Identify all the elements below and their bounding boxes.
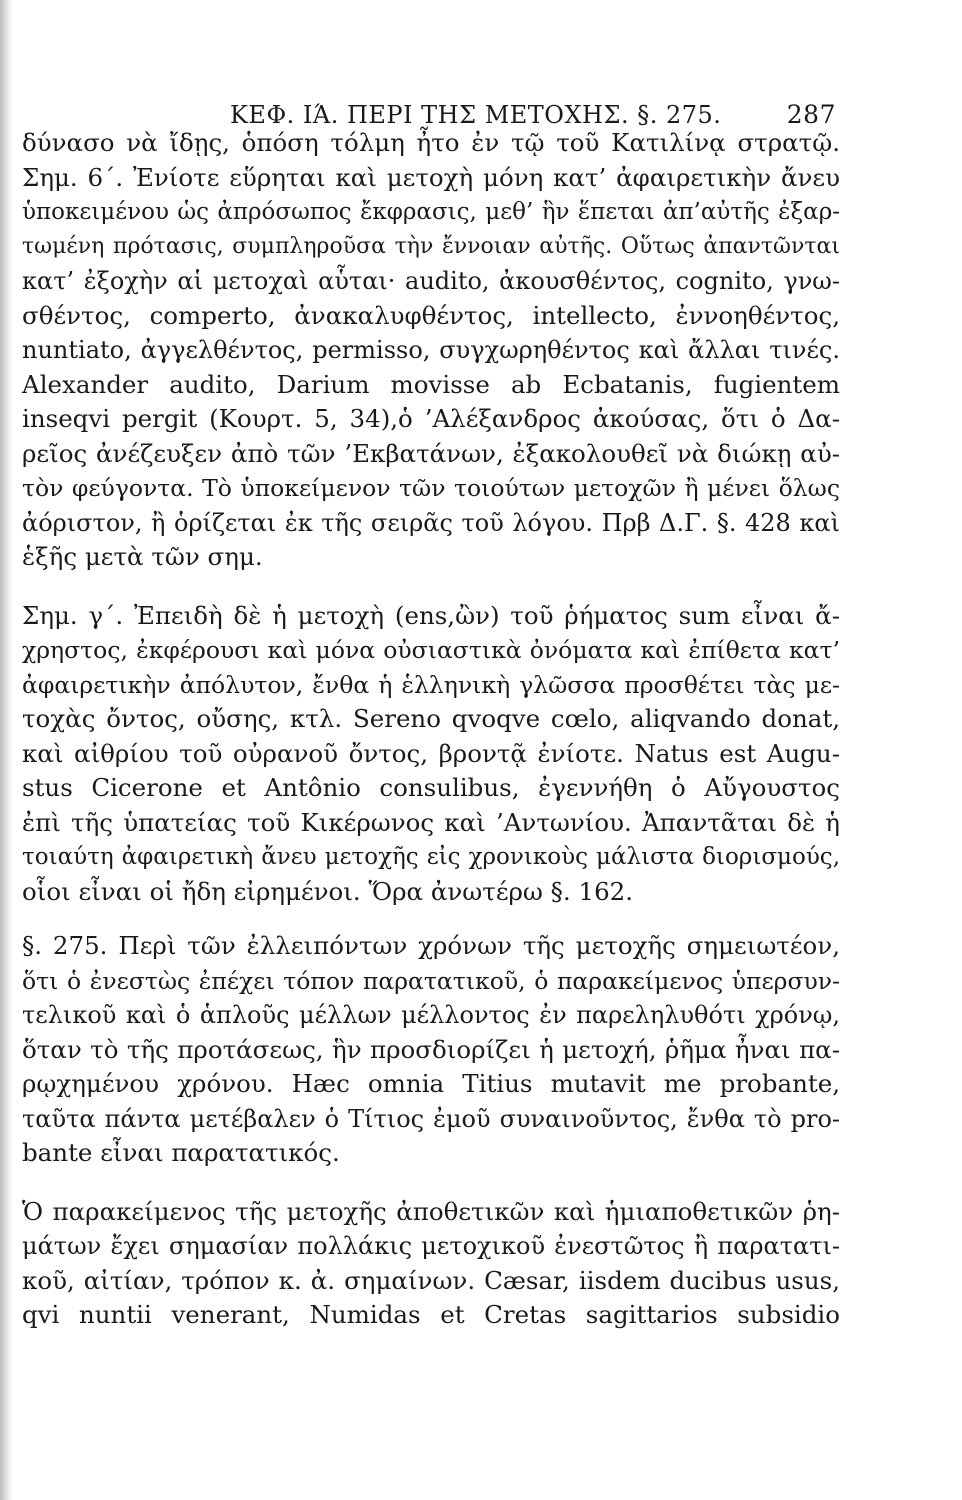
paragraph-4 (22, 1195, 840, 1333)
text-line: τοχὰς ὄντος, οὔσης, κτλ. Sereno qvoqve cœlo, aliqvando donat, (22, 704, 840, 733)
text-line: Σημ. γ΄. Ἐπειδὴ δὲ ἡ μετοχὴ (ens,ὢν) τοῦ ῥήματος sum εἶναι ἄ- (22, 600, 840, 630)
text-line: καὶ αἰθρίου τοῦ οὐρανοῦ ὄντος, βροντᾷ ἐνίοτε. Natus est Augu- (22, 738, 840, 768)
text-line: οἷοι εἶναι οἱ ἤδη εἰρημένοι. Ὅρα ἀνωτέρω §. 162. (22, 876, 634, 906)
text-line: ρῳχημένου χρόνου. Hæc omnia Titius mutavit me probante, (22, 1069, 840, 1098)
text-line: ἀφαιρετικὴν ἀπόλυτον, ἔνθα ἡ ἑλληνικὴ γλῶσσα προσθέτει τὰς με- (22, 670, 840, 699)
text-line: ταῦτα πάντα μετέβαλεν ὁ Τίτιος ἐμοῦ συναινοῦντος, ἔνθα τὸ pro- (22, 1104, 840, 1133)
paragraph-2 (22, 599, 840, 910)
binding-gutter-shadow (0, 0, 14, 1500)
text-line: ἐπὶ τῆς ὑπατείας τοῦ Κικέρωνος καὶ ’Αντωνίου. Ἀπαντᾶται δὲ ἡ (22, 807, 840, 837)
text-line: ρεῖος ἀνέζευξεν ἀπὸ τῶν ’Εκβατάνων, ἐξακολουθεῖ νὰ διώκῃ αὐ- (22, 438, 840, 468)
text-line: Σημ. 6΄. Ἐνίοτε εὕρηται καὶ μετοχὴ μόνη κατ’ ἀφαιρετικὴν ἄνευ (22, 162, 840, 192)
body-text (22, 126, 840, 1333)
text-line: §. 275. Περὶ τῶν ἐλλειπόντων χρόνων τῆς μετοχῆς σημειωτέον, (22, 931, 840, 960)
paragraph-gap (22, 1171, 840, 1195)
text-line: bante εἶναι παρατατικός. (22, 1138, 340, 1167)
text-line: τωμένη πρότασις, συμπληροῦσα τὴν ἔννοιαν αὐτῆς. Οὕτως ἀπαντῶνται (22, 233, 840, 259)
text-line: Alexander audito, Darium movisse ab Ecbatanis, fugientem (22, 369, 840, 399)
paragraph-gap (22, 575, 840, 599)
running-head (230, 100, 836, 129)
text-line: σθέντος, comperto, ἀνακαλυφθέντος, intellecto, ἐννοηθέντος, (22, 300, 840, 330)
text-line: ὅταν τὸ τῆς προτάσεως, ἣν προσδιορίζει ἡ μετοχή, ῥῆμα ἦναι πα- (22, 1034, 840, 1064)
text-line: κοῦ, αἰτίαν, τρόπον κ. ἀ. σημαίνων. Cæsar, iisdem ducibus usus, (22, 1265, 840, 1295)
text-line: ἑξῆς μετὰ τῶν σημ. (22, 542, 263, 571)
chapter-title: ΚΕΦ. ΙΆ. ΠΕΡΙ ΤΗΣ ΜΕΤΟΧΗΣ. §. 275. (230, 101, 722, 129)
text-line: τοιαύτη ἀφαιρετικὴ ἄνευ μετοχῆς εἰς χρονικοὺς μάλιστα διορισμούς, (22, 844, 840, 870)
paragraph-1 (22, 126, 840, 575)
text-line: stus Cicerone et Antônio consulibus, ἐγεννήθη ὁ Αὔγουστος (22, 773, 840, 802)
page-number: 287 (786, 100, 836, 129)
paragraph-gap (22, 909, 840, 929)
text-line: μάτων ἔχει σημασίαν πολλάκις μετοχικοῦ ἐνεστῶτος ἢ παρατατι- (22, 1232, 840, 1260)
text-line: ὑποκειμένου ὡς ἀπρόσωπος ἔκφρασις, μεθ’ ἣν ἕπεται ἀπ’αὐτῆς ἐξαρ- (22, 199, 840, 225)
text-line: ὅτι ὁ ἐνεστὼς ἐπέχει τόπον παρατατικοῦ, ὁ παρακείμενος ὑπερσυν- (22, 966, 840, 995)
text-line: Ὁ παρακείμενος τῆς μετοχῆς ἀποθετικῶν καὶ ἡμιαποθετικῶν ῥη- (22, 1196, 840, 1226)
text-line: ἀόριστον, ἢ ὁρίζεται ἐκ τῆς σειρᾶς τοῦ λόγου. Πρβ Δ.Γ. §. 428 καὶ (22, 508, 840, 537)
text-line: τελικοῦ καὶ ὁ ἁπλοῦς μέλλων μέλλοντος ἐν παρεληλυθότι χρόνῳ, (22, 1001, 840, 1029)
text-line: τὸν φεύγοντα. Τὸ ὑποκείμενον τῶν τοιούτων μετοχῶν ἢ μένει ὅλως (22, 474, 840, 502)
text-line: qvi nuntii venerant, Numidas et Cretas sagittarios subsidio (22, 1300, 840, 1329)
text-line: nuntiato, ἀγγελθέντος, permisso, συγχωρηθέντος καὶ ἄλλαι τινές. (22, 336, 840, 364)
text-line: δύνασο νὰ ἴδῃς, ὁπόση τόλμη ἦτο ἐν τῷ τοῦ Κατιλίνᾳ στρατῷ. (22, 128, 840, 157)
text-line: χρηστος, ἐκφέρουσι καὶ μόνα οὐσιαστικὰ ὀνόματα καὶ ἐπίθετα κατ’ (22, 636, 840, 664)
text-line: κατ’ ἐξοχὴν αἱ μετοχαὶ αὗται· audito, ἀκουσθέντος, cognito, γνω- (22, 267, 840, 295)
text-line: inseqvi pergit (Κουρτ. 5, 34),ὁ ’Αλέξανδρος ἀκούσας, ὅτι ὁ Δα- (22, 404, 840, 433)
paragraph-3 (22, 929, 840, 1171)
